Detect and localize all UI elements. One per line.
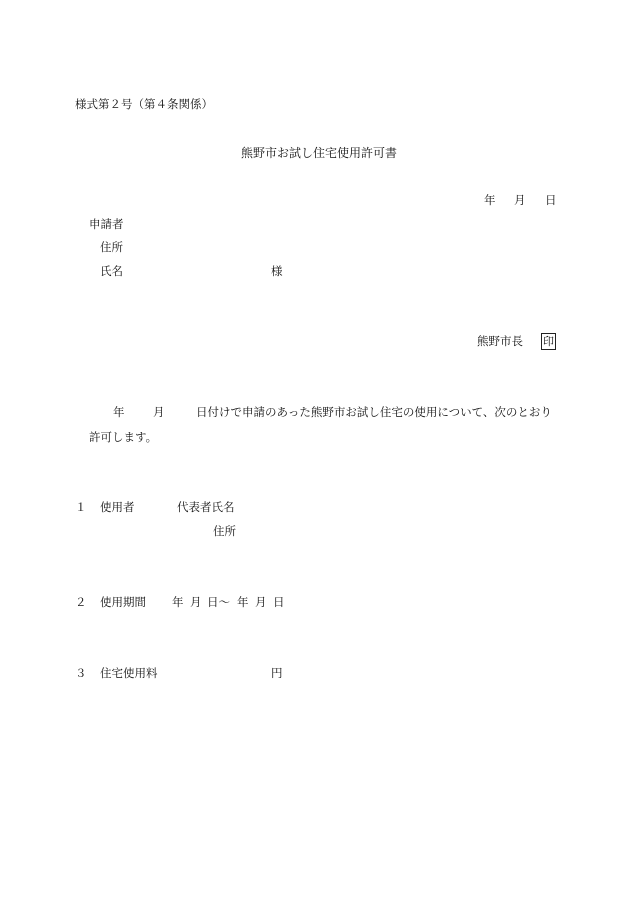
item-2-label: 使用期間 (100, 595, 146, 609)
item-3-number: ３ (75, 666, 87, 680)
date-month: 月 (514, 193, 526, 207)
item-2-number: ２ (75, 595, 87, 609)
period-end-month: 月 (255, 595, 267, 609)
period-start-month: 月 (190, 595, 202, 609)
item-1-number: １ (75, 500, 87, 514)
item-1-representative-label: 代表者氏名 (177, 500, 235, 514)
date-year: 年 (484, 193, 496, 207)
item-1-label: 使用者 (100, 500, 135, 514)
item-3-label: 住宅使用料 (100, 666, 158, 680)
applicant-address-label: 住所 (100, 240, 123, 254)
period-start-year: 年 (172, 595, 184, 609)
item-3-unit: 円 (271, 666, 283, 680)
applicant-heading: 申請者 (89, 217, 124, 231)
body-text-line2: 許可します。 (89, 430, 158, 444)
item-1-address-label: 住所 (213, 524, 236, 538)
seal-mark: 印 (543, 335, 554, 348)
period-start-day: 日〜 (207, 595, 230, 609)
form-number: 様式第２号（第４条関係） (75, 97, 213, 111)
issuer-label: 熊野市長 (477, 334, 523, 348)
body-month: 月 (153, 405, 165, 419)
applicant-name-label: 氏名 (100, 264, 123, 278)
body-text-line1: 日付けで申請のあった熊野市お試し住宅の使用について、次のとおり (196, 405, 552, 419)
period-end-year: 年 (237, 595, 249, 609)
date-day: 日 (545, 193, 557, 207)
body-year: 年 (113, 405, 125, 419)
page-title: 熊野市お試し住宅使用許可書 (241, 146, 398, 160)
period-end-day: 日 (273, 595, 285, 609)
applicant-honorific: 様 (271, 264, 283, 278)
